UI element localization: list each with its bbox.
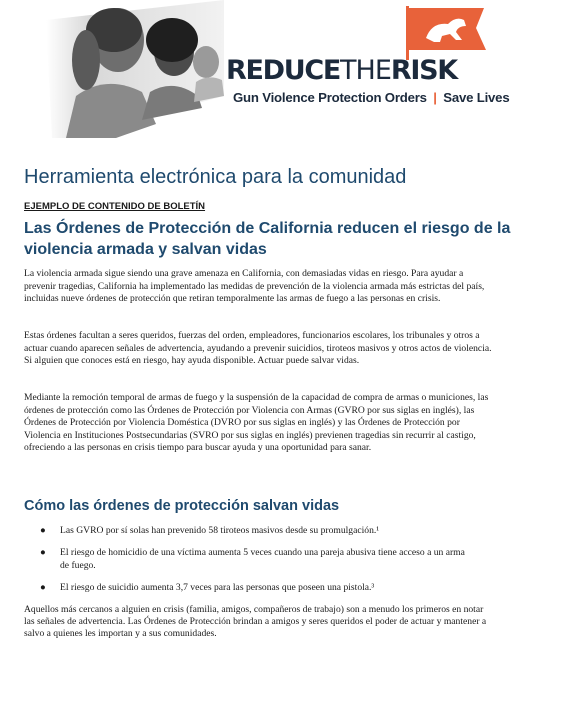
tagline-left: Gun Violence Protection Orders — [233, 90, 427, 105]
newsletter-kicker: EJEMPLO DE CONTENIDO DE BOLETÍN — [24, 201, 206, 212]
body-paragraph-3: Mediante la remoción temporal de armas de fuego y la suspensión de la capacidad de compra de armas o municiones, las órdenes de protección como las Órdenes de Protección por Violencia con Armas (GVRO por sus siglas en inglés), las Órdenes de Protección por Violencia Doméstica (DVRO por sus siglas en inglés) y las Órdenes de Protección por Violencia en Instituciones Postsecundarias (SVRO por sus siglas en inglés) previenen tragedias sin recurrir al castigo, ofreciendo a las personas en crisis tiempo para buscar ayuda y una oportunidad para sanar. — [24, 392, 489, 454]
header-banner — [0, 0, 562, 140]
body-paragraph-1: La violencia armada sigue siendo una grave amenaza en California, con demasiadas vidas en riesgo. Para ayudar a prevenir tragedias, California ha implementado las medidas de prevención de la violencia armada más estrictas del país, incluidas nueve órdenes de protección que retiran temporalmente las armas de fuego a las personas en crisis. — [24, 268, 485, 305]
page-title: Herramienta electrónica para la comunidad — [24, 166, 407, 188]
section-heading: Cómo las órdenes de protección salvan vidas — [24, 498, 340, 514]
article-headline: Las Órdenes de Protección de California reducen el riesgo de la violencia armada y salvan vidas — [24, 220, 511, 258]
tagline-right: Save Lives — [443, 90, 510, 105]
tagline-separator: | — [433, 90, 437, 105]
logo-tagline — [233, 90, 509, 105]
list-item-text: El riesgo de homicidio de una víctima aumenta 5 veces cuando una pareja abusiva tiene acceso a un arma de fuego. — [60, 547, 465, 571]
list-item — [36, 546, 476, 572]
list-item-text: El riesgo de suicidio aumenta 3,7 veces para las personas que poseen una pistola.³ — [60, 582, 375, 593]
logo-word-reduce: REDUCE — [226, 55, 341, 86]
logo-word-risk: RISK — [390, 55, 457, 86]
flag-icon — [404, 4, 490, 60]
statistics-list — [36, 524, 476, 594]
list-item — [36, 581, 476, 594]
bullet-icon: ● — [40, 525, 46, 536]
logo-word-the: THE — [340, 55, 391, 86]
bullet-icon: ● — [40, 582, 46, 593]
bullet-icon: ● — [40, 547, 46, 558]
body-paragraph-2: Estas órdenes facultan a seres queridos, fuerzas del orden, empleadores, funcionarios escolares, los tribunales y otros a actuar cuando aparecen señales de advertencia, ayudando a prevenir suicidios, tiroteos masivos y otros actos de violencia. Si alguien que conoces está en riesgo, hay ayuda disponible. Actuar puede salvar vidas. — [24, 330, 492, 367]
closing-paragraph: Aquellos más cercanos a alguien en crisis (familia, amigos, compañeros de trabajo) son a menudo los primeros en notar las señales de advertencia. Las Órdenes de Protección brindan a amigos y seres queridos el poder de actuar y mantener a salvo a quienes les importan y a sus comunidades. — [24, 604, 487, 639]
list-item — [36, 524, 476, 537]
people-photo — [46, 0, 224, 138]
reduce-the-risk-logo — [226, 56, 457, 86]
list-item-text: Las GVRO por sí solas han prevenido 58 tiroteos masivos desde su promulgación.¹ — [60, 525, 380, 536]
